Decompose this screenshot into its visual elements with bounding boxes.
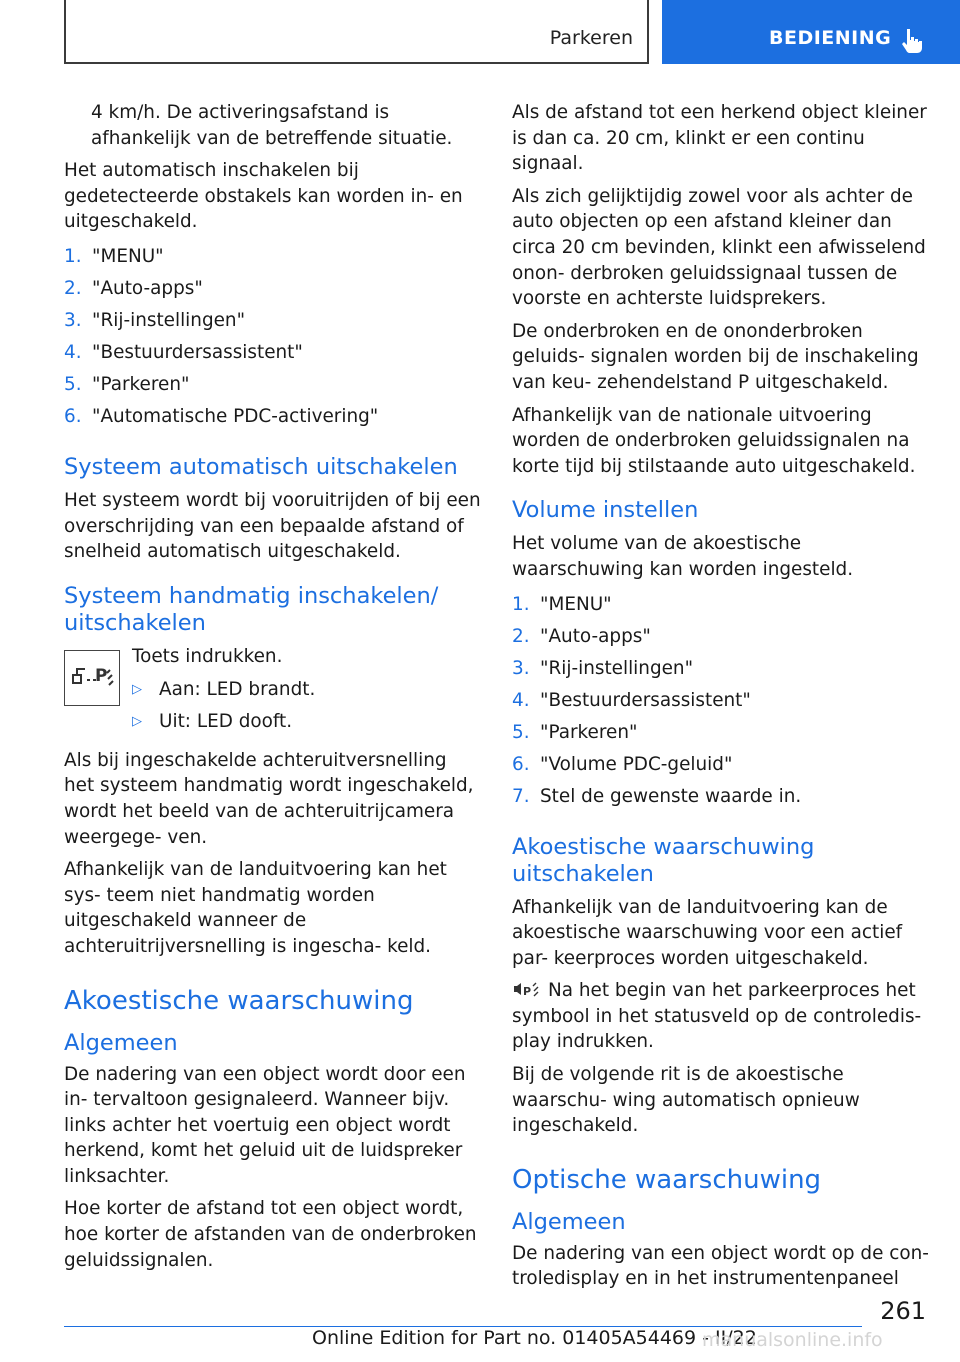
breadcrumb[interactable]: Parkeren <box>549 27 633 49</box>
step-text: "Parkeren" <box>92 373 190 395</box>
step-number: 4. <box>64 341 82 363</box>
list-item <box>512 624 930 656</box>
watermark: manualsonline.info <box>702 1329 883 1351</box>
svg-text:P: P <box>523 985 532 999</box>
footer-edition: Online Edition for Part no. 01405A54469 - II/22 <box>312 1327 757 1349</box>
step-number: 1. <box>512 593 530 615</box>
bullet-icon: ▷ <box>132 681 142 697</box>
step-text: "MENU" <box>540 593 612 615</box>
key-text: Toets indrukken. <box>132 645 283 667</box>
bullet-icon: ▷ <box>132 713 142 729</box>
step-text: "Parkeren" <box>540 721 638 743</box>
heading-acoustic: Akoestische waarschuwing <box>64 985 414 1016</box>
step-text: Stel de gewenste waarde in. <box>540 785 802 807</box>
bullet-text: Uit: LED dooft. <box>159 710 293 732</box>
paragraph: Als bij ingeschakelde achteruitversnelling het systeem handmatig wordt ingeschakeld, wordt het beeld van de achteruitrijcamera weergege- ven. <box>64 749 474 848</box>
heading-general: Algemeen <box>512 1208 626 1235</box>
heading-general: Algemeen <box>64 1029 178 1056</box>
svg-text:P: P <box>95 665 108 686</box>
step-number: 6. <box>512 753 530 775</box>
step-number: 1. <box>64 245 82 267</box>
page-number: 261 <box>880 1297 926 1325</box>
list-item <box>512 752 930 784</box>
list-item <box>512 688 930 720</box>
paragraph: Afhankelijk van de landuitvoering kan het sys- teem niet handmatig worden uitgeschakeld wanneer de achteruitrijversnelling is ingescha- keld. <box>64 859 447 957</box>
heading-acoustic-off: Akoestische waarschuwing uitschakelen <box>512 833 815 887</box>
left-column <box>64 100 482 1280</box>
paragraph: Hoe korter de afstand tot een object wordt, hoe korter de afstanden van de onderbroken geluidssignalen. <box>64 1198 477 1271</box>
paragraph: De nadering van een object wordt door een in- tervaltoon gesignaleerd. Wanneer bijv. links achter het voertuig een object wordt herkend, komt het geluid uit de luidspreker linksachter. <box>64 1063 466 1187</box>
paragraph-text: Na het begin van het parkeerproces het symbool in het statusveld op de controledis- play indrukken. <box>512 980 922 1053</box>
paragraph: Het volume van de akoestische waarschuwing kan worden ingesteld. <box>512 533 854 580</box>
paragraph: Het automatisch inschakelen bij gedetecteerde obstakels kan worden in- en uitgeschakeld. <box>64 160 463 233</box>
step-number: 4. <box>512 689 530 711</box>
menu-steps <box>64 244 482 436</box>
paragraph: 4 km/h. De activeringsafstand is afhankelijk van de betreffende situatie. <box>91 102 453 149</box>
step-text: "Rij-instellingen" <box>540 657 694 679</box>
step-number: 3. <box>512 657 530 679</box>
step-text: "Bestuurdersassistent" <box>540 689 751 711</box>
header-breadcrumb-box <box>64 0 649 64</box>
step-text: "MENU" <box>92 245 164 267</box>
list-item <box>64 404 482 436</box>
step-number: 5. <box>512 721 530 743</box>
menu-steps <box>512 592 930 816</box>
pdc-symbol-icon <box>65 651 119 705</box>
step-text: "Bestuurdersassistent" <box>92 341 303 363</box>
step-text: "Auto-apps" <box>92 277 203 299</box>
paragraph: De nadering van een object wordt op de con- troledisplay en in het instrumentenpaneel <box>512 1242 929 1290</box>
step-text: "Auto-apps" <box>540 625 651 647</box>
step-number: 2. <box>512 625 530 647</box>
paragraph: Als zich gelijktijdig zowel voor als achter de auto objecten op een afstand kleiner dan circa 20 cm bevinden, klinkt een afwisselend onon- derbroken geluidssignaal tussen de voorste en achterste luidsprekers. <box>512 185 926 310</box>
pdc-button-icon <box>64 650 120 706</box>
right-column <box>512 100 930 1299</box>
step-number: 6. <box>64 405 82 427</box>
hand-pointer-icon <box>898 26 926 54</box>
heading-volume: Volume instellen <box>512 497 699 524</box>
bullet-text: Aan: LED brandt. <box>159 678 316 700</box>
list-item <box>64 372 482 404</box>
heading-manual: Systeem handmatig inschakelen/ uitschakelen <box>64 582 439 636</box>
paragraph <box>512 978 930 1055</box>
paragraph: Bij de volgende rit is de akoestische waarschu- wing automatisch opnieuw ingeschakeld. <box>512 1064 860 1137</box>
step-text: "Automatische PDC-activering" <box>92 405 379 427</box>
step-number: 5. <box>64 373 82 395</box>
list-item <box>512 720 930 752</box>
heading-auto-off: Systeem automatisch uitschakelen <box>64 453 458 480</box>
step-number: 3. <box>64 309 82 331</box>
list-item <box>512 592 930 624</box>
paragraph: Afhankelijk van de nationale uitvoering worden de onderbroken geluidssignalen na korte tijd bij stilstaande auto uitgeschakeld. <box>512 404 916 477</box>
step-number: 7. <box>512 785 530 807</box>
step-number: 2. <box>64 277 82 299</box>
list-item <box>512 656 930 688</box>
step-text: "Rij-instellingen" <box>92 309 246 331</box>
step-text: "Volume PDC-geluid" <box>540 753 733 775</box>
list-item <box>64 276 482 308</box>
section-tab-label: BEDIENING <box>769 27 892 49</box>
list-item <box>64 244 482 276</box>
paragraph: De onderbroken en de ononderbroken geluids- signalen worden bij de inschakeling van keu- zehendelstand P uitgeschakeld. <box>512 320 919 393</box>
paragraph: Als de afstand tot een herkend object kleiner is dan ca. 20 cm, klinkt er een continu signaal. <box>512 102 927 175</box>
key-instruction <box>64 644 482 748</box>
speaker-p-icon <box>512 979 540 999</box>
heading-optical: Optische waarschuwing <box>512 1164 822 1195</box>
list-item <box>512 784 930 816</box>
paragraph: Afhankelijk van de landuitvoering kan de akoestische waarschuwing voor een actief par- keerproces worden uitgeschakeld. <box>512 896 903 969</box>
list-item <box>64 308 482 340</box>
list-item <box>64 340 482 372</box>
section-tab[interactable] <box>662 0 960 64</box>
paragraph: Het systeem wordt bij vooruitrijden of bij een overschrijding van een bepaalde afstand of snelheid automatisch uitgeschakeld. <box>64 489 481 563</box>
